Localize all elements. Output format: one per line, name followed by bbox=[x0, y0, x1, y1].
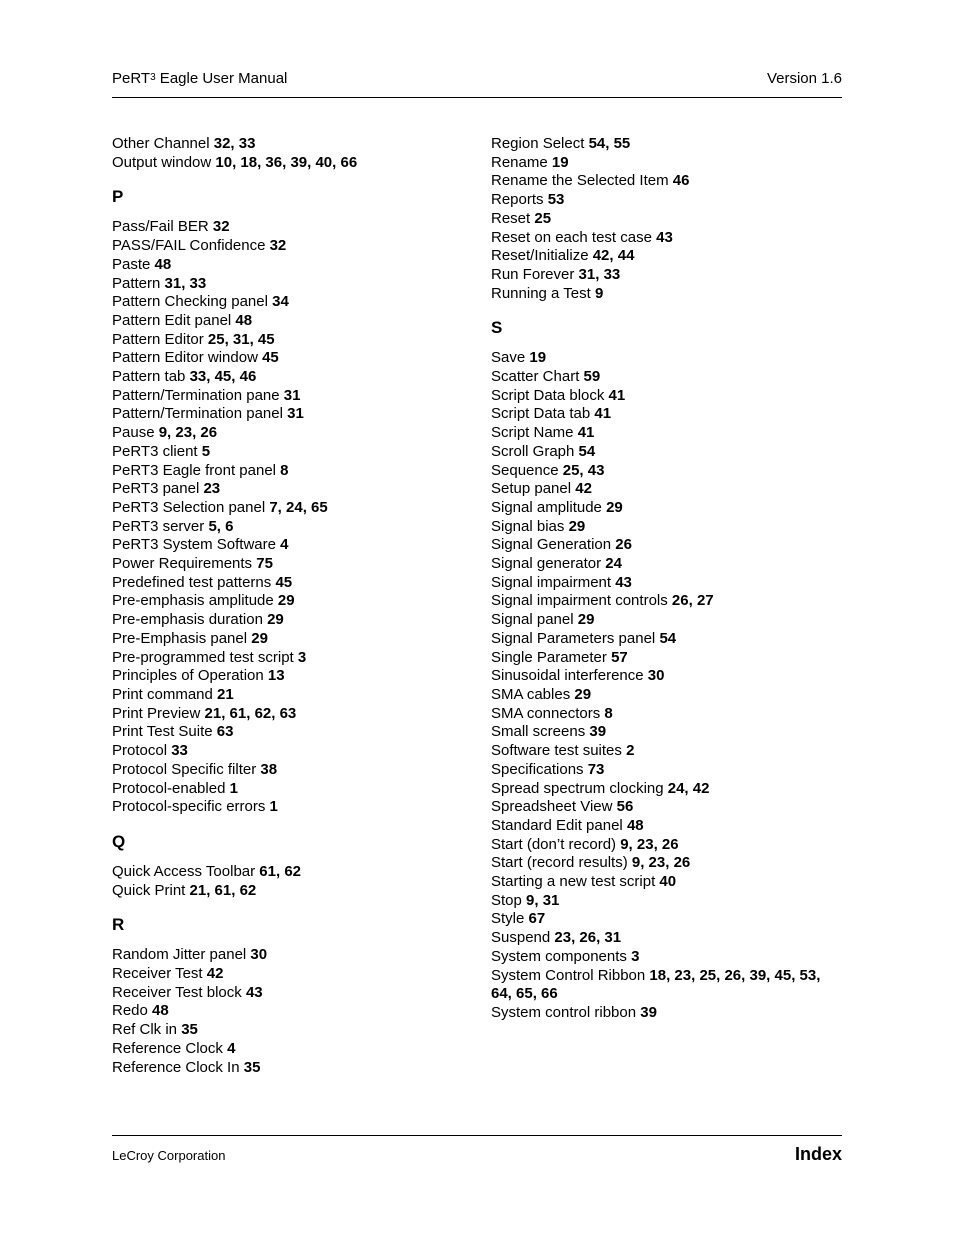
index-entry bbox=[491, 247, 843, 266]
index-entry bbox=[112, 480, 472, 499]
index-entry bbox=[491, 480, 843, 499]
index-entry bbox=[112, 312, 472, 331]
index-term: Reset bbox=[491, 209, 535, 227]
index-page-numbers: 38 bbox=[260, 760, 278, 778]
index-page-numbers: 8 bbox=[280, 461, 289, 479]
index-term: Other Channel bbox=[112, 135, 214, 152]
index-term: Pause bbox=[112, 424, 159, 442]
index-entry bbox=[112, 387, 472, 406]
index-letter-heading: Q bbox=[112, 831, 126, 851]
index-term: PeRT3 panel bbox=[112, 480, 204, 498]
title-prefix: PeRT bbox=[112, 70, 151, 87]
index-entry bbox=[491, 387, 843, 406]
index-term: Script Data block bbox=[491, 386, 609, 404]
index-page-numbers: 48 bbox=[626, 816, 644, 834]
index-entry bbox=[112, 536, 472, 555]
index-term: Running a Test bbox=[491, 284, 595, 302]
index-term: Pre-programmed test script bbox=[112, 648, 298, 666]
index-page-numbers: 34 bbox=[272, 293, 289, 311]
index-entry bbox=[112, 946, 472, 965]
index-entry bbox=[491, 405, 843, 424]
index-entry bbox=[491, 592, 843, 611]
index-page-numbers: 53 bbox=[547, 191, 565, 209]
index-entry bbox=[491, 761, 843, 780]
index-page-numbers: 45 bbox=[262, 349, 279, 367]
index-entry bbox=[112, 705, 472, 724]
index-entry bbox=[491, 686, 843, 705]
index-entry bbox=[112, 649, 472, 668]
index-entry bbox=[491, 910, 843, 929]
index-page-numbers: 54 bbox=[659, 629, 677, 647]
index-page-numbers: 75 bbox=[256, 555, 273, 573]
index-page-numbers: 5 bbox=[201, 442, 211, 460]
index-page-numbers: 3 bbox=[631, 947, 640, 965]
index-page-numbers: 57 bbox=[611, 648, 628, 666]
index-entry bbox=[112, 780, 472, 799]
index-term: Pass/Fail BER bbox=[112, 218, 213, 236]
index-entry bbox=[491, 611, 843, 630]
index-term: Reset/Initialize bbox=[491, 247, 593, 265]
index-page-numbers: 30 bbox=[250, 946, 268, 964]
index-page-numbers: 29 bbox=[574, 685, 592, 703]
index-page-numbers: 29 bbox=[568, 517, 586, 535]
index-entry bbox=[112, 499, 472, 518]
index-page-numbers: 42 bbox=[206, 965, 224, 983]
index-page-numbers: 2 bbox=[626, 742, 635, 760]
index-entry bbox=[491, 349, 843, 368]
index-term: Receiver Test bbox=[112, 965, 207, 983]
index-term: Script Data tab bbox=[491, 405, 595, 423]
index-page-numbers: 1 bbox=[269, 798, 278, 816]
index-page-numbers: 59 bbox=[583, 368, 601, 386]
index-entry bbox=[491, 154, 843, 173]
index-page-numbers: 63 bbox=[216, 723, 234, 741]
index-term: Pre-emphasis amplitude bbox=[112, 592, 278, 610]
index-term: System control ribbon bbox=[491, 1003, 641, 1021]
index-term: Run Forever bbox=[491, 265, 579, 283]
index-page-numbers: 1 bbox=[229, 779, 238, 797]
index-page-numbers: 18, 23, 25, 26, 39, 45, 53, 64, 65, 66 bbox=[491, 966, 821, 1003]
index-term: Spreadsheet View bbox=[491, 798, 617, 816]
version-label: Version 1.6 bbox=[766, 70, 842, 87]
index-term: PeRT3 client bbox=[112, 442, 202, 460]
index-page-numbers: 41 bbox=[608, 386, 626, 404]
index-page-numbers: 24, 42 bbox=[667, 779, 710, 797]
index-page-numbers: 43 bbox=[656, 228, 673, 246]
index-page-numbers: 29 bbox=[577, 611, 595, 629]
index-page-numbers: 4 bbox=[227, 1039, 236, 1057]
index-term: Signal panel bbox=[491, 611, 578, 629]
index-entry bbox=[491, 191, 843, 210]
index-page-numbers: 9 bbox=[594, 284, 604, 302]
index-entry bbox=[491, 854, 843, 873]
index-term: Pre-emphasis duration bbox=[112, 611, 268, 629]
index-entry bbox=[491, 649, 843, 668]
index-page-numbers: 26, 27 bbox=[671, 592, 714, 610]
index-entry bbox=[112, 462, 472, 481]
index-term: Signal impairment bbox=[491, 573, 616, 591]
index-column-right bbox=[491, 135, 843, 1023]
index-term: Software test suites bbox=[491, 742, 627, 760]
index-term: System components bbox=[491, 947, 632, 965]
index-term: Rename bbox=[491, 153, 552, 171]
index-term: PeRT3 server bbox=[112, 517, 209, 535]
index-entry bbox=[491, 929, 843, 948]
index-entry bbox=[112, 1021, 472, 1040]
company-name: LeCroy Corporation bbox=[112, 1148, 226, 1163]
index-entry bbox=[491, 1004, 843, 1023]
index-entry bbox=[112, 1059, 472, 1078]
index-page-numbers: 73 bbox=[587, 760, 605, 778]
index-page-numbers: 33 bbox=[171, 742, 188, 760]
index-entry bbox=[112, 863, 472, 882]
index-term: Signal bias bbox=[491, 517, 569, 535]
index-page-numbers: 39 bbox=[589, 723, 607, 741]
index-letter-heading: S bbox=[491, 318, 503, 338]
index-entry bbox=[491, 462, 843, 481]
index-term: Principles of Operation bbox=[112, 667, 268, 685]
index-page-numbers: 40 bbox=[659, 873, 677, 891]
index-term: Setup panel bbox=[491, 480, 576, 498]
index-page-numbers: 3 bbox=[297, 648, 307, 666]
index-term: PASS/FAIL Confidence bbox=[112, 237, 270, 255]
index-entry bbox=[112, 686, 472, 705]
section-title: Index bbox=[794, 1144, 842, 1164]
index-page-numbers: 54 bbox=[578, 442, 596, 460]
index-term: Scatter Chart bbox=[491, 368, 584, 386]
index-letter-heading: P bbox=[112, 187, 124, 207]
index-term: Pattern/Termination panel bbox=[112, 405, 288, 423]
index-entry bbox=[112, 368, 472, 387]
index-term: Start (don’t record) bbox=[491, 835, 621, 853]
index-entry bbox=[112, 424, 472, 443]
index-page-numbers: 48 bbox=[152, 1002, 169, 1020]
index-page-numbers: 32 bbox=[212, 218, 230, 236]
index-entry bbox=[491, 780, 843, 799]
index-page-numbers: 67 bbox=[528, 910, 546, 928]
index-page-numbers: 41 bbox=[577, 424, 595, 442]
index-entry bbox=[112, 667, 472, 686]
index-page-numbers: 30 bbox=[647, 667, 665, 685]
index-entry bbox=[112, 443, 472, 462]
index-entry bbox=[491, 172, 843, 191]
index-term: Sinusoidal interference bbox=[491, 667, 648, 685]
index-page-numbers: 9, 23, 26 bbox=[620, 835, 679, 853]
index-page-numbers: 61, 62 bbox=[259, 862, 302, 880]
index-term: Reference Clock In bbox=[112, 1058, 244, 1076]
index-entry bbox=[491, 210, 843, 229]
index-term: Standard Edit panel bbox=[491, 816, 627, 834]
index-entry bbox=[491, 536, 843, 555]
index-page-numbers: 35 bbox=[243, 1058, 261, 1076]
index-term: Protocol-enabled bbox=[112, 779, 230, 797]
index-term: SMA connectors bbox=[491, 704, 605, 722]
index-entry bbox=[112, 405, 472, 424]
index-term: Pattern Editor window bbox=[112, 349, 263, 367]
index-column-left bbox=[112, 135, 472, 1077]
index-entry bbox=[491, 892, 843, 911]
index-page-numbers: 29 bbox=[606, 498, 623, 516]
index-page-numbers: 56 bbox=[616, 798, 634, 816]
index-page-numbers: 42 bbox=[575, 480, 592, 498]
index-term: Pattern Checking panel bbox=[112, 293, 273, 311]
index-entry bbox=[491, 424, 843, 443]
title-suffix: Eagle User Manual bbox=[155, 70, 288, 87]
index-entry bbox=[491, 443, 843, 462]
index-entry bbox=[112, 965, 472, 984]
index-entry bbox=[491, 742, 843, 761]
index-entry bbox=[112, 518, 472, 537]
index-term: Starting a new test script bbox=[491, 873, 660, 891]
index-page-numbers: 54, 55 bbox=[588, 135, 631, 152]
index-term: Pattern/Termination pane bbox=[112, 386, 284, 404]
index-page-numbers: 42, 44 bbox=[592, 247, 635, 265]
page-header bbox=[112, 68, 842, 90]
index-page-numbers: 35 bbox=[181, 1021, 198, 1039]
index-term: Reports bbox=[491, 191, 548, 209]
index-term: Signal Generation bbox=[491, 536, 616, 554]
index-page-numbers: 21, 61, 62 bbox=[189, 881, 257, 899]
index-page-numbers: 29 bbox=[267, 611, 284, 629]
index-term: Script Name bbox=[491, 424, 578, 442]
index-page-numbers: 25 bbox=[534, 209, 552, 227]
index-entry bbox=[112, 592, 472, 611]
index-term: Spread spectrum clocking bbox=[491, 779, 668, 797]
index-entry bbox=[491, 266, 843, 285]
index-entry bbox=[491, 948, 843, 967]
index-entry bbox=[112, 154, 472, 173]
index-term: Reset on each test case bbox=[491, 228, 657, 246]
index-entry bbox=[112, 331, 472, 350]
index-term: Suspend bbox=[491, 929, 555, 947]
index-term: Signal amplitude bbox=[491, 498, 607, 516]
index-term: Style bbox=[491, 910, 529, 928]
index-page-numbers: 33, 45, 46 bbox=[189, 368, 257, 386]
index-page-numbers: 45 bbox=[275, 573, 293, 591]
index-term: Signal generator bbox=[491, 555, 606, 573]
footer-rule bbox=[112, 1135, 842, 1136]
index-page-numbers: 5, 6 bbox=[208, 517, 234, 535]
index-entry bbox=[491, 836, 843, 855]
index-page-numbers: 9, 31 bbox=[526, 891, 560, 909]
index-entry bbox=[112, 555, 472, 574]
index-term: SMA cables bbox=[491, 685, 575, 703]
index-page-numbers: 29 bbox=[277, 592, 295, 610]
index-term: Pattern Editor bbox=[112, 330, 208, 348]
index-page-numbers: 43 bbox=[615, 573, 632, 591]
index-term: Print Test Suite bbox=[112, 723, 217, 741]
index-entry bbox=[491, 705, 843, 724]
index-term: System Control Ribbon bbox=[491, 966, 650, 984]
index-entry bbox=[491, 555, 843, 574]
index-term: Sequence bbox=[491, 461, 563, 479]
index-entry bbox=[112, 611, 472, 630]
index-entry bbox=[112, 798, 472, 817]
index-term: Quick Access Toolbar bbox=[112, 862, 260, 880]
index-term: Stop bbox=[491, 891, 527, 909]
index-entry bbox=[112, 275, 472, 294]
index-term: Signal impairment controls bbox=[491, 592, 672, 610]
index-page-numbers: 19 bbox=[551, 153, 569, 171]
index-term: PeRT3 Selection panel bbox=[112, 498, 270, 516]
index-page-numbers: 32 bbox=[269, 237, 287, 255]
index-term: Specifications bbox=[491, 760, 588, 778]
index-page-numbers: 32, 33 bbox=[213, 135, 256, 152]
index-term: Ref Clk in bbox=[112, 1021, 182, 1039]
index-entry bbox=[112, 630, 472, 649]
index-entry bbox=[491, 229, 843, 248]
index-term: Pattern Edit panel bbox=[112, 311, 236, 329]
index-page-numbers: 9, 23, 26 bbox=[158, 424, 218, 442]
index-page-numbers: 48 bbox=[154, 255, 172, 273]
index-term: PeRT3 Eagle front panel bbox=[112, 461, 281, 479]
index-page-numbers: 23, 26, 31 bbox=[554, 929, 622, 947]
header-rule bbox=[112, 97, 842, 98]
index-term: Paste bbox=[112, 255, 155, 273]
index-entry bbox=[491, 574, 843, 593]
index-entry bbox=[112, 349, 472, 368]
index-term: Predefined test patterns bbox=[112, 573, 276, 591]
index-term: Pattern bbox=[112, 274, 165, 292]
index-page-numbers: 8 bbox=[604, 704, 613, 722]
index-term: Quick Print bbox=[112, 881, 190, 899]
manual-title bbox=[112, 70, 287, 87]
index-entry bbox=[491, 967, 843, 1004]
index-term: Single Parameter bbox=[491, 648, 612, 666]
index-entry bbox=[491, 873, 843, 892]
index-page-numbers: 10, 18, 36, 39, 40, 66 bbox=[215, 153, 358, 171]
index-term: Protocol Specific filter bbox=[112, 760, 261, 778]
index-entry bbox=[491, 135, 843, 154]
index-entry bbox=[491, 667, 843, 686]
index-page-numbers: 9, 23, 26 bbox=[631, 854, 691, 872]
index-term: Receiver Test block bbox=[112, 983, 246, 1001]
index-entry bbox=[491, 817, 843, 836]
index-page-numbers: 31, 33 bbox=[578, 265, 621, 283]
index-entry bbox=[112, 742, 472, 761]
index-entry bbox=[112, 293, 472, 312]
index-term: Start (record results) bbox=[491, 854, 632, 872]
index-term: Save bbox=[491, 349, 530, 367]
index-page-numbers: 13 bbox=[267, 667, 285, 685]
index-entry bbox=[491, 630, 843, 649]
index-entry bbox=[112, 574, 472, 593]
index-page-numbers: 23 bbox=[203, 480, 221, 498]
index-entry bbox=[491, 518, 843, 537]
index-term: Rename the Selected Item bbox=[491, 172, 673, 190]
index-page-numbers: 43 bbox=[245, 983, 263, 1001]
index-term: Scroll Graph bbox=[491, 442, 579, 460]
index-entry bbox=[112, 237, 472, 256]
index-entry bbox=[112, 984, 472, 1003]
index-page-numbers: 29 bbox=[251, 629, 268, 647]
index-term: PeRT3 System Software bbox=[112, 536, 281, 554]
title-superscript: 3 bbox=[150, 72, 156, 83]
index-page-numbers: 7, 24, 65 bbox=[269, 498, 328, 516]
index-term: Random Jitter panel bbox=[112, 946, 251, 964]
index-page-numbers: 26 bbox=[615, 536, 632, 554]
index-letter-heading: R bbox=[112, 915, 125, 935]
index-term: Pre-Emphasis panel bbox=[112, 629, 252, 647]
index-term: Print Preview bbox=[112, 704, 205, 722]
index-page-numbers: 48 bbox=[235, 311, 253, 329]
index-term: Reference Clock bbox=[112, 1039, 228, 1057]
index-entry bbox=[112, 723, 472, 742]
index-page-numbers: 21, 61, 62, 63 bbox=[204, 704, 297, 722]
index-term: Protocol bbox=[112, 742, 172, 760]
index-entry bbox=[491, 499, 843, 518]
index-entry bbox=[112, 218, 472, 237]
index-page-numbers: 41 bbox=[594, 405, 612, 423]
index-entry bbox=[491, 723, 843, 742]
index-page-numbers: 19 bbox=[529, 349, 547, 367]
index-entry bbox=[112, 135, 472, 154]
index-entry bbox=[112, 882, 472, 901]
index-entry bbox=[112, 1040, 472, 1059]
index-page-numbers: 21 bbox=[217, 685, 234, 703]
index-term: Power Requirements bbox=[112, 555, 257, 573]
index-entry bbox=[112, 761, 472, 780]
index-page-numbers: 4 bbox=[280, 536, 289, 554]
index-page-numbers: 25, 43 bbox=[562, 461, 605, 479]
index-page-numbers: 25, 31, 45 bbox=[207, 330, 275, 348]
index-entry bbox=[112, 256, 472, 275]
index-term: Output window bbox=[112, 153, 216, 171]
index-page-numbers: 31 bbox=[283, 386, 301, 404]
index-term: Print command bbox=[112, 685, 218, 703]
index-entry bbox=[112, 1002, 472, 1021]
index-page-numbers: 31, 33 bbox=[164, 274, 207, 292]
index-term: Protocol-specific errors bbox=[112, 798, 270, 816]
index-entry bbox=[491, 285, 843, 304]
index-page-numbers: 24 bbox=[605, 555, 622, 573]
index-entry bbox=[491, 798, 843, 817]
index-term: Signal Parameters panel bbox=[491, 629, 660, 647]
index-term: Small screens bbox=[491, 723, 590, 741]
index-page-numbers: 46 bbox=[672, 172, 690, 190]
index-page-numbers: 39 bbox=[640, 1003, 657, 1021]
index-page-numbers: 31 bbox=[287, 405, 304, 423]
index-term: Redo bbox=[112, 1002, 153, 1020]
index-term: Pattern tab bbox=[112, 368, 190, 386]
index-term: Region Select bbox=[491, 135, 589, 152]
index-entry bbox=[491, 368, 843, 387]
